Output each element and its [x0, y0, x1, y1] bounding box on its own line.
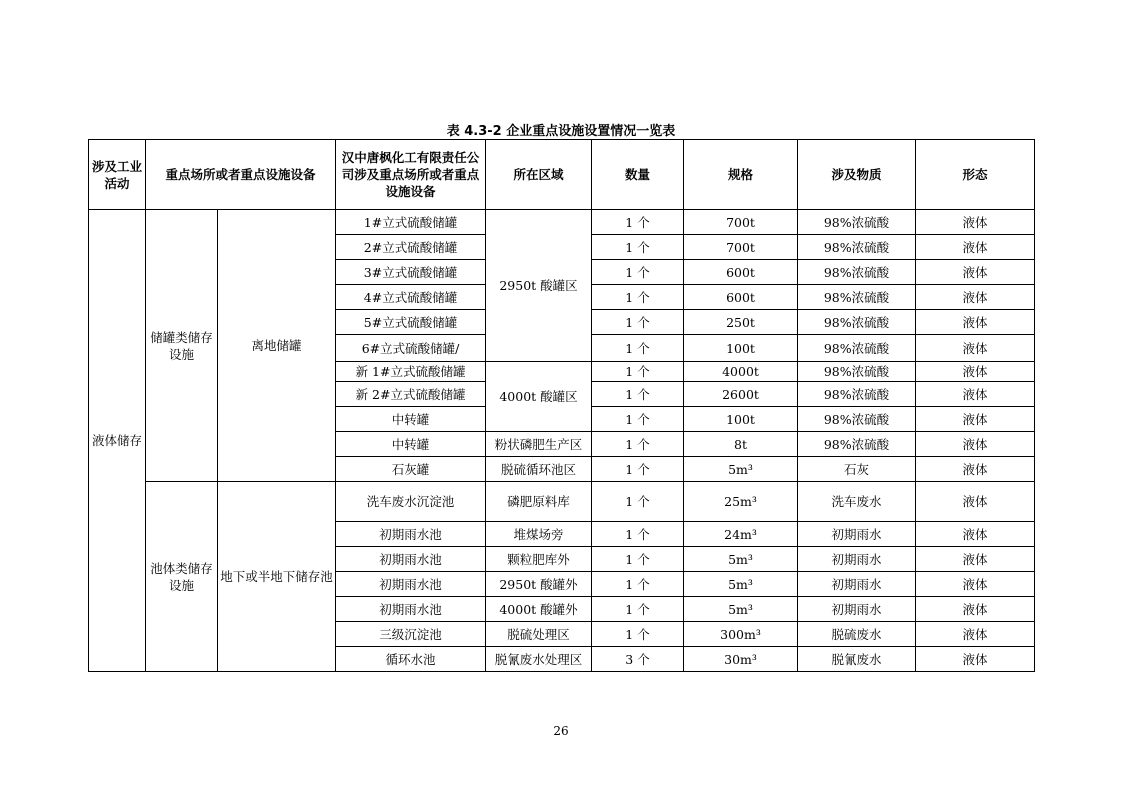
quantity-cell: 1 个	[592, 310, 684, 335]
facility-name: 初期雨水池	[336, 547, 486, 572]
form-cell: 液体	[916, 310, 1035, 335]
facility-name: 石灰罐	[336, 457, 486, 482]
quantity-cell: 1 个	[592, 235, 684, 260]
substance-cell: 98%浓硫酸	[798, 310, 916, 335]
substance-cell: 98%浓硫酸	[798, 285, 916, 310]
facility-name: 中转罐	[336, 407, 486, 432]
spec-cell: 250t	[684, 310, 798, 335]
facility-name: 5#立式硫酸储罐	[336, 310, 486, 335]
facility-name: 中转罐	[336, 432, 486, 457]
substance-cell: 脱硫废水	[798, 622, 916, 647]
substance-cell: 脱氰废水	[798, 647, 916, 672]
quantity-cell: 1 个	[592, 285, 684, 310]
header-row	[89, 140, 1035, 210]
quantity-cell: 1 个	[592, 210, 684, 235]
form-cell: 液体	[916, 210, 1035, 235]
area-cell: 脱硫处理区	[486, 622, 592, 647]
substance-cell: 98%浓硫酸	[798, 432, 916, 457]
spec-cell: 300m³	[684, 622, 798, 647]
spec-cell: 600t	[684, 285, 798, 310]
substance-cell: 初期雨水	[798, 597, 916, 622]
spec-cell: 2600t	[684, 382, 798, 407]
header-facility: 重点场所或者重点设施设备	[146, 140, 336, 210]
area-cell: 颗粒肥库外	[486, 547, 592, 572]
facility-name: 新 1#立式硫酸储罐	[336, 362, 486, 382]
facility-name: 三级沉淀池	[336, 622, 486, 647]
page-number: 26	[553, 724, 569, 738]
pool-type-cell: 地下或半地下储存池	[218, 482, 336, 672]
spec-cell: 5m³	[684, 547, 798, 572]
quantity-cell: 1 个	[592, 522, 684, 547]
form-cell: 液体	[916, 597, 1035, 622]
area-cell: 磷肥原料库	[486, 482, 592, 522]
header-area: 所在区域	[486, 140, 592, 210]
header-spec: 规格	[684, 140, 798, 210]
substance-cell: 洗车废水	[798, 482, 916, 522]
form-cell: 液体	[916, 285, 1035, 310]
header-quantity: 数量	[592, 140, 684, 210]
table-row	[89, 210, 1035, 235]
substance-cell: 98%浓硫酸	[798, 260, 916, 285]
tank-type-cell: 离地储罐	[218, 210, 336, 482]
spec-cell: 700t	[684, 235, 798, 260]
area-cell: 粉状磷肥生产区	[486, 432, 592, 457]
facility-name: 初期雨水池	[336, 572, 486, 597]
spec-cell: 5m³	[684, 572, 798, 597]
form-cell: 液体	[916, 335, 1035, 362]
area-cell: 脱氰废水处理区	[486, 647, 592, 672]
facility-name: 初期雨水池	[336, 597, 486, 622]
spec-cell: 100t	[684, 335, 798, 362]
form-cell: 液体	[916, 432, 1035, 457]
substance-cell: 石灰	[798, 457, 916, 482]
quantity-cell: 1 个	[592, 547, 684, 572]
form-cell: 液体	[916, 260, 1035, 285]
area-cell: 4000t 酸罐外	[486, 597, 592, 622]
substance-cell: 初期雨水	[798, 572, 916, 597]
spec-cell: 5m³	[684, 457, 798, 482]
pool-category-cell: 池体类储存设施	[146, 482, 218, 672]
substance-cell: 初期雨水	[798, 547, 916, 572]
substance-cell: 初期雨水	[798, 522, 916, 547]
area-cell: 4000t 酸罐区	[486, 362, 592, 432]
activity-cell: 液体储存	[89, 210, 146, 672]
form-cell: 液体	[916, 362, 1035, 382]
spec-cell: 100t	[684, 407, 798, 432]
facility-name: 洗车废水沉淀池	[336, 482, 486, 522]
quantity-cell: 1 个	[592, 432, 684, 457]
substance-cell: 98%浓硫酸	[798, 235, 916, 260]
quantity-cell: 1 个	[592, 457, 684, 482]
quantity-cell: 1 个	[592, 597, 684, 622]
form-cell: 液体	[916, 622, 1035, 647]
quantity-cell: 1 个	[592, 572, 684, 597]
substance-cell: 98%浓硫酸	[798, 362, 916, 382]
form-cell: 液体	[916, 457, 1035, 482]
quantity-cell: 1 个	[592, 260, 684, 285]
quantity-cell: 1 个	[592, 407, 684, 432]
substance-cell: 98%浓硫酸	[798, 382, 916, 407]
facility-name: 初期雨水池	[336, 522, 486, 547]
form-cell: 液体	[916, 407, 1035, 432]
facility-name: 6#立式硫酸储罐/	[336, 335, 486, 362]
form-cell: 液体	[916, 235, 1035, 260]
spec-cell: 30m³	[684, 647, 798, 672]
spec-cell: 8t	[684, 432, 798, 457]
substance-cell: 98%浓硫酸	[798, 335, 916, 362]
quantity-cell: 1 个	[592, 382, 684, 407]
quantity-cell: 1 个	[592, 362, 684, 382]
spec-cell: 5m³	[684, 597, 798, 622]
form-cell: 液体	[916, 572, 1035, 597]
spec-cell: 25m³	[684, 482, 798, 522]
area-cell: 堆煤场旁	[486, 522, 592, 547]
quantity-cell: 1 个	[592, 482, 684, 522]
table-row	[89, 482, 1035, 522]
spec-cell: 600t	[684, 260, 798, 285]
area-cell: 2950t 酸罐外	[486, 572, 592, 597]
area-cell: 2950t 酸罐区	[486, 210, 592, 362]
header-company: 汉中唐枫化工有限责任公司涉及重点场所或者重点设施设备	[336, 140, 486, 210]
tank-category-cell: 储罐类储存设施	[146, 210, 218, 482]
facility-name: 新 2#立式硫酸储罐	[336, 382, 486, 407]
table-caption: 表 4.3-2 企业重点设施设置情况一览表	[446, 124, 676, 139]
quantity-cell: 3 个	[592, 647, 684, 672]
form-cell: 液体	[916, 647, 1035, 672]
facility-name: 循环水池	[336, 647, 486, 672]
facility-name: 1#立式硫酸储罐	[336, 210, 486, 235]
header-form: 形态	[916, 140, 1035, 210]
spec-cell: 24m³	[684, 522, 798, 547]
form-cell: 液体	[916, 482, 1035, 522]
header-activity: 涉及工业活动	[89, 140, 146, 210]
form-cell: 液体	[916, 547, 1035, 572]
substance-cell: 98%浓硫酸	[798, 407, 916, 432]
facility-name: 2#立式硫酸储罐	[336, 235, 486, 260]
form-cell: 液体	[916, 522, 1035, 547]
facility-name: 4#立式硫酸储罐	[336, 285, 486, 310]
area-cell: 脱硫循环池区	[486, 457, 592, 482]
spec-cell: 700t	[684, 210, 798, 235]
facility-table	[88, 139, 1035, 672]
form-cell: 液体	[916, 382, 1035, 407]
spec-cell: 4000t	[684, 362, 798, 382]
header-substance: 涉及物质	[798, 140, 916, 210]
facility-name: 3#立式硫酸储罐	[336, 260, 486, 285]
quantity-cell: 1 个	[592, 335, 684, 362]
quantity-cell: 1 个	[592, 622, 684, 647]
substance-cell: 98%浓硫酸	[798, 210, 916, 235]
